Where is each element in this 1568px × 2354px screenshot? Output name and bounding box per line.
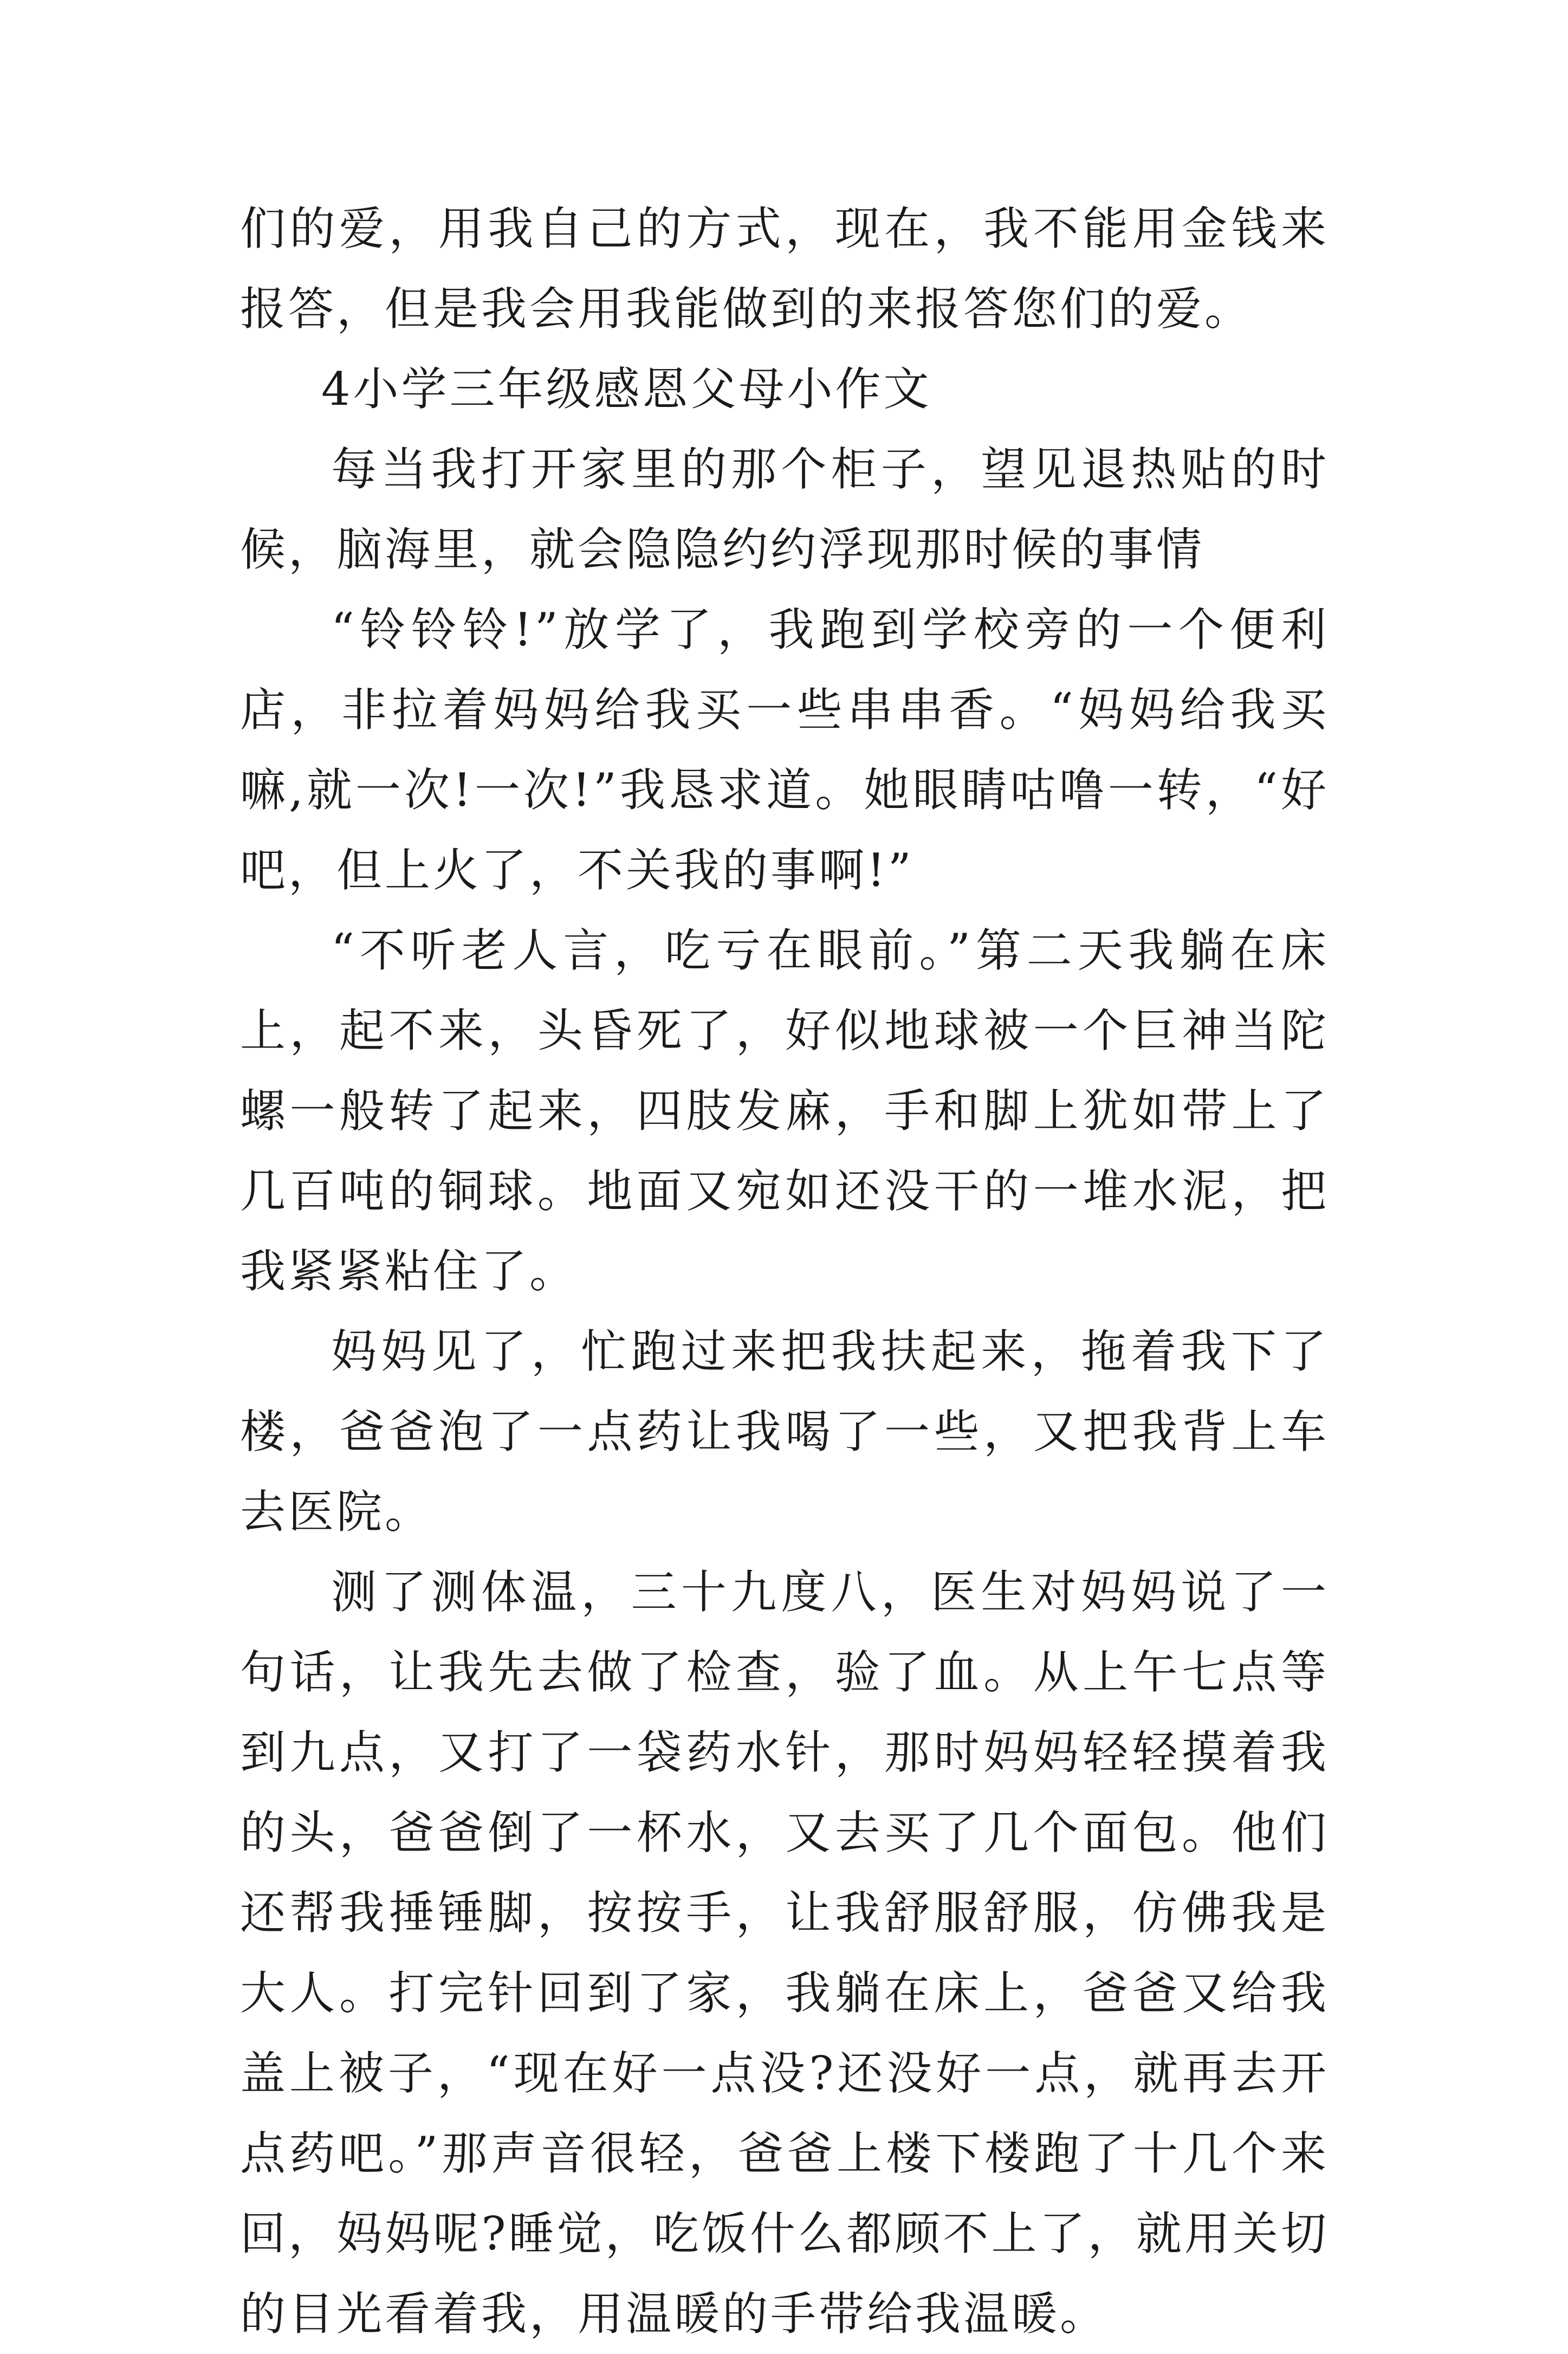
paragraph: “不听老人言，吃亏在眼前。”第二天我躺在床上，起不来，头昏死了，好似地球被一个巨神当陀螺一般转了起来，四肢发麻，手和脚上犹如带上了几百吨的铜球。地面又宛如还没干的一堆水泥，把我紧紧粘住了。 xyxy=(240,924,1329,1298)
paragraph-continued: 们的爱，用我自己的方式，现在，我不能用金钱来报答，但是我会用我能做到的来报答您们的爱。 xyxy=(240,202,1329,335)
paragraph: “铃铃铃!”放学了，我跑到学校旁的一个便利店，非拉着妈妈给我买一些串串香。“妈妈给我买嘛,就一次!一次!”我恳求道。她眼睛咕噜一转，“好吧，但上火了，不关我的事啊!” xyxy=(240,603,1329,897)
paragraph: 测了测体温，三十九度八，医生对妈妈说了一句话，让我先去做了检查，验了血。从上午七点等到九点，又打了一袋药水针，那时妈妈轻轻摸着我的头，爸爸倒了一杯水，又去买了几个面包。他们还帮我捶锤脚，按按手，让我舒服舒服，仿佛我是大人。打完针回到了家，我躺在床上，爸爸又给我盖上被子，“现在好一点没?还没好一点，就再去开点药吧。”那声音很轻，爸爸上楼下楼跑了十几个来回，妈妈呢?睡觉，吃饭什么都顾不上了，就用关切的目光看着我，用温暖的手带给我温暖。 xyxy=(240,1566,1329,2340)
paragraph: 每当我打开家里的那个柜子，望见退热贴的时候，脑海里，就会隐隐约约浮现那时候的事情 xyxy=(240,443,1329,576)
document-body xyxy=(240,189,1329,2354)
paragraph: 妈妈见了，忙跑过来把我扶起来，拖着我下了楼，爸爸泡了一点药让我喝了一些，又把我背上车去医院。 xyxy=(240,1325,1329,1538)
section-heading: 4小学三年级感恩父母小作文 xyxy=(321,363,932,416)
